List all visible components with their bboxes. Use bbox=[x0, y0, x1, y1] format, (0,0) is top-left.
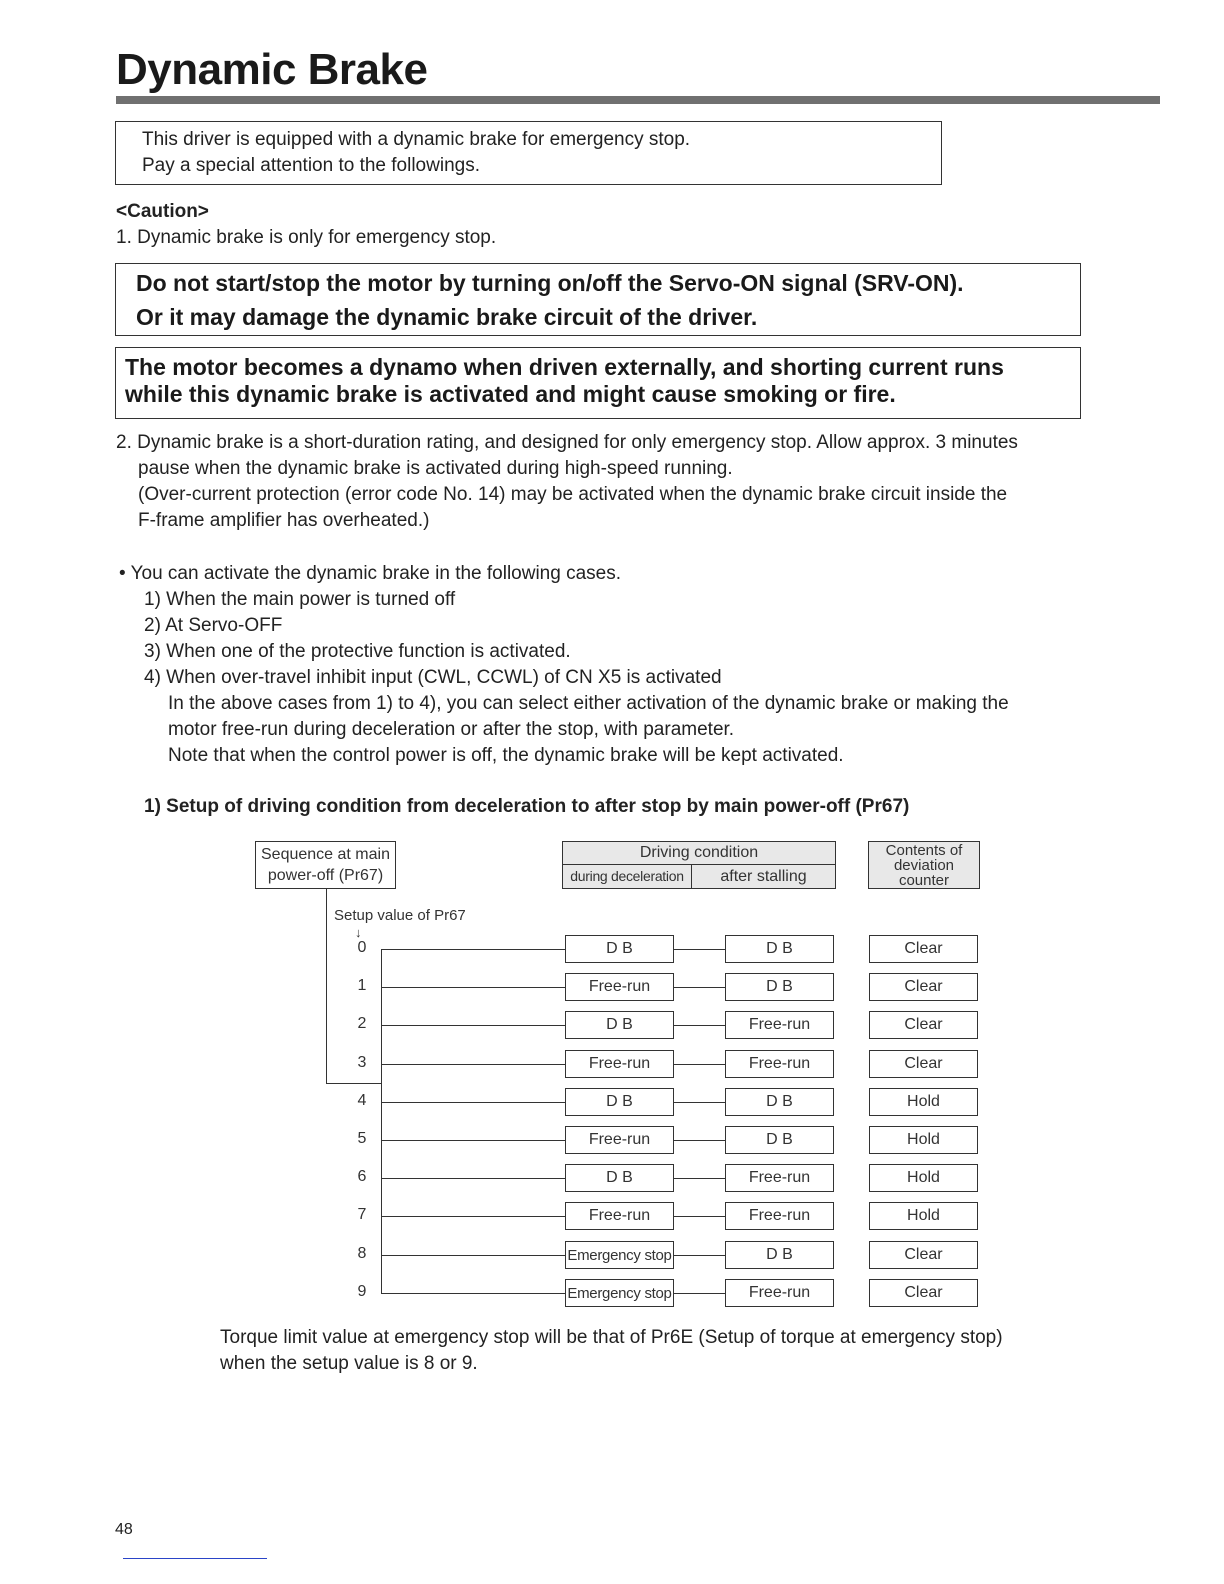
caution-item-2-line: pause when the dynamic brake is activated during high-speed running. bbox=[138, 458, 733, 479]
connector-line bbox=[674, 1025, 726, 1026]
during-deceleration-cell: Free-run bbox=[565, 973, 674, 1001]
connector-line bbox=[674, 1255, 726, 1256]
deviation-counter-cell: Hold bbox=[869, 1202, 978, 1230]
connector-line bbox=[674, 1293, 726, 1294]
setup-value: 3 bbox=[357, 1054, 367, 1071]
connector-line bbox=[381, 949, 566, 950]
connector-line bbox=[674, 1216, 726, 1217]
setup-value: 2 bbox=[357, 1015, 367, 1032]
connector-line bbox=[381, 1178, 566, 1179]
deviation-header-line: deviation bbox=[893, 857, 955, 874]
sequence-header bbox=[255, 841, 396, 889]
connector-line bbox=[381, 1102, 566, 1103]
case-item: 2) At Servo-OFF bbox=[144, 615, 283, 636]
case-item: 1) When the main power is turned off bbox=[144, 589, 456, 610]
bracket-line bbox=[326, 1083, 381, 1084]
after-stalling-header: after stalling bbox=[691, 864, 836, 889]
section-heading: 1) Setup of driving condition from deceleration to after stop by main power-off (Pr67) bbox=[144, 796, 910, 817]
connector-line bbox=[381, 1064, 566, 1065]
deviation-counter-cell: Hold bbox=[869, 1164, 978, 1192]
connector-line bbox=[381, 1025, 566, 1026]
during-deceleration-cell: D B bbox=[565, 1164, 674, 1192]
warning-box-servo-on bbox=[115, 263, 1081, 336]
caution-item-1: 1. Dynamic brake is only for emergency stop. bbox=[116, 227, 497, 248]
connector-line bbox=[674, 1102, 726, 1103]
connector-line bbox=[381, 1140, 566, 1141]
setup-value: 0 bbox=[357, 939, 367, 956]
connector-line bbox=[674, 949, 726, 950]
connector-line bbox=[674, 1140, 726, 1141]
warning-line: Or it may damage the dynamic brake circuit of the driver. bbox=[136, 304, 758, 330]
case-item: 4) When over-travel inhibit input (CWL, CCWL) of CN X5 is activated bbox=[144, 667, 722, 688]
title-rule bbox=[116, 96, 1160, 104]
connector-line bbox=[381, 987, 566, 988]
driving-condition-header: Driving condition bbox=[562, 841, 836, 865]
case-item: 3) When one of the protective function is activated. bbox=[144, 641, 571, 662]
spine-line bbox=[381, 949, 382, 1294]
deviation-counter-cell: Clear bbox=[869, 1241, 978, 1269]
after-stalling-cell: D B bbox=[725, 1088, 834, 1116]
warning-line: while this dynamic brake is activated and might cause smoking or fire. bbox=[125, 381, 896, 407]
setup-value: 1 bbox=[357, 977, 367, 994]
deviation-counter-cell: Clear bbox=[869, 1050, 978, 1078]
connector-line bbox=[381, 1255, 566, 1256]
during-deceleration-cell: D B bbox=[565, 1011, 674, 1039]
deviation-counter-cell: Clear bbox=[869, 1279, 978, 1307]
page-title: Dynamic Brake bbox=[116, 45, 428, 94]
after-stalling-cell: Free-run bbox=[725, 1202, 834, 1230]
after-stalling-cell: Free-run bbox=[725, 1279, 834, 1307]
deviation-counter-header bbox=[868, 841, 980, 889]
deviation-counter-cell: Hold bbox=[869, 1088, 978, 1116]
setup-value: 5 bbox=[357, 1130, 367, 1147]
intro-line: This driver is equipped with a dynamic brake for emergency stop. bbox=[142, 129, 691, 150]
torque-note: when the setup value is 8 or 9. bbox=[220, 1353, 478, 1374]
warning-line: Do not start/stop the motor by turning on/off the Servo-ON signal (SRV-ON). bbox=[136, 270, 964, 296]
caution-item-2-line: (Over-current protection (error code No. 14) may be activated when the dynamic brake circuit inside the bbox=[138, 484, 1008, 505]
caution-label: <Caution> bbox=[116, 201, 209, 222]
caution-item-2-line: F-frame amplifier has overheated.) bbox=[138, 510, 430, 531]
during-deceleration-cell: Emergency stop bbox=[565, 1241, 674, 1269]
setup-value: 9 bbox=[357, 1283, 367, 1300]
during-deceleration-header: during deceleration bbox=[562, 864, 692, 889]
connector-line bbox=[674, 987, 726, 988]
after-stalling-cell: D B bbox=[725, 973, 834, 1001]
caution-item-2: 2. Dynamic brake is a short-duration rating, and designed for only emergency stop. Allow approx. 3 minutes bbox=[116, 432, 1018, 453]
warning-line: The motor becomes a dynamo when driven externally, and shorting current runs bbox=[125, 354, 1004, 380]
setup-value: 7 bbox=[357, 1206, 367, 1223]
deviation-counter-cell: Clear bbox=[869, 1011, 978, 1039]
after-stalling-cell: Free-run bbox=[725, 1050, 834, 1078]
sequence-header-line: power-off (Pr67) bbox=[267, 867, 384, 884]
during-deceleration-cell: Free-run bbox=[565, 1050, 674, 1078]
during-deceleration-cell: D B bbox=[565, 935, 674, 963]
down-arrow-icon: ↓ bbox=[355, 925, 362, 940]
connector-line bbox=[381, 1216, 566, 1217]
after-stalling-cell: Free-run bbox=[725, 1164, 834, 1192]
page-number: 48 bbox=[115, 1521, 133, 1538]
after-stalling-cell: Free-run bbox=[725, 1011, 834, 1039]
warning-box-dynamo bbox=[115, 347, 1081, 419]
during-deceleration-cell: Emergency stop bbox=[565, 1279, 674, 1307]
after-stalling-cell: D B bbox=[725, 935, 834, 963]
cases-note: Note that when the control power is off, the dynamic brake will be kept activated. bbox=[168, 745, 844, 766]
bracket-line bbox=[326, 889, 327, 1083]
footer-rule bbox=[123, 1558, 267, 1559]
sequence-header-line: Sequence at main bbox=[261, 846, 390, 863]
deviation-header-line: counter bbox=[898, 872, 950, 889]
connector-line bbox=[674, 1178, 726, 1179]
connector-line bbox=[381, 1293, 566, 1294]
torque-note: Torque limit value at emergency stop will be that of Pr6E (Setup of torque at emergency stop) bbox=[220, 1327, 1003, 1348]
deviation-header-line: Contents of bbox=[885, 842, 963, 859]
setup-value: 8 bbox=[357, 1245, 367, 1262]
during-deceleration-cell: Free-run bbox=[565, 1202, 674, 1230]
during-deceleration-cell: D B bbox=[565, 1088, 674, 1116]
cases-note: motor free-run during deceleration or after the stop, with parameter. bbox=[168, 719, 735, 740]
during-deceleration-cell: Free-run bbox=[565, 1126, 674, 1154]
cases-intro: • You can activate the dynamic brake in the following cases. bbox=[119, 563, 622, 584]
deviation-counter-cell: Hold bbox=[869, 1126, 978, 1154]
deviation-counter-cell: Clear bbox=[869, 973, 978, 1001]
intro-line: Pay a special attention to the followings. bbox=[142, 155, 480, 176]
deviation-counter-cell: Clear bbox=[869, 935, 978, 963]
setup-value: 4 bbox=[357, 1092, 367, 1109]
after-stalling-cell: D B bbox=[725, 1126, 834, 1154]
connector-line bbox=[674, 1064, 726, 1065]
intro-box bbox=[115, 121, 942, 185]
cases-note: In the above cases from 1) to 4), you can select either activation of the dynamic brake or making the bbox=[168, 693, 1009, 714]
setup-value-label: Setup value of Pr67 bbox=[334, 907, 466, 924]
after-stalling-cell: D B bbox=[725, 1241, 834, 1269]
setup-value: 6 bbox=[357, 1168, 367, 1185]
